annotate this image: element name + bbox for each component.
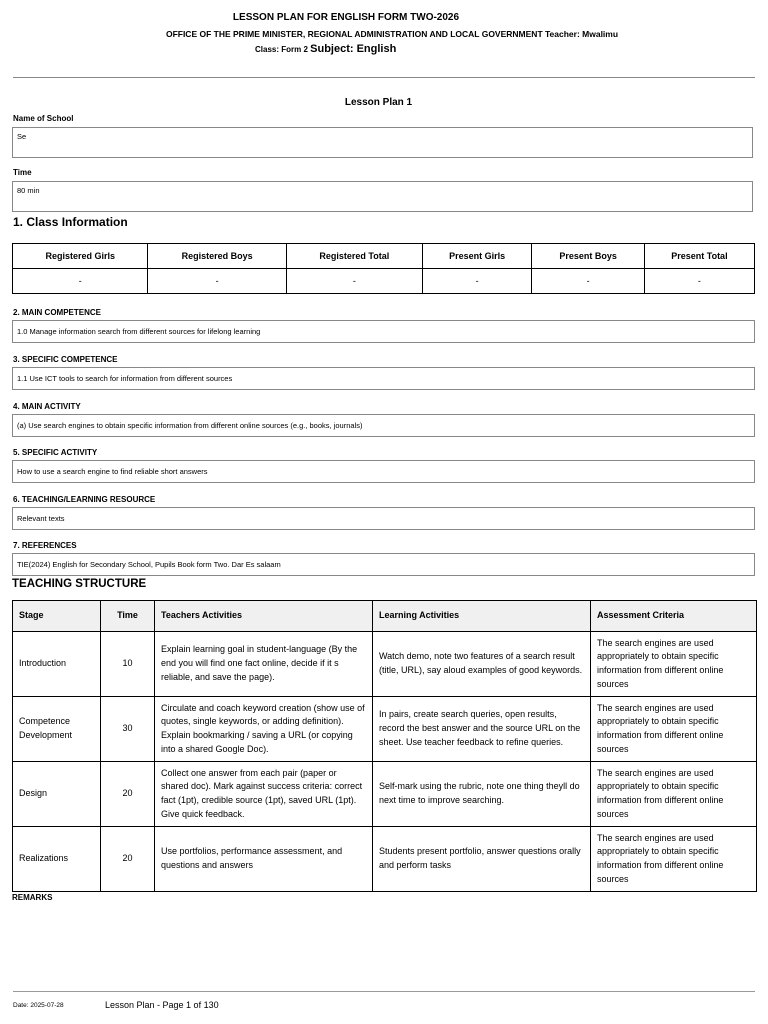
stage-cell: Introduction <box>13 632 101 697</box>
assessment-cell: The search engines are used appropriately to obtain specific information from different online sources <box>591 827 757 892</box>
present-boys-value: - <box>532 269 644 294</box>
col-registered-boys: Registered Boys <box>148 244 286 269</box>
registered-girls-value: - <box>13 269 148 294</box>
table-row <box>13 827 757 892</box>
teacher-activity-cell: Use portfolios, performance assessment, and questions and answers <box>155 827 373 892</box>
document-title: LESSON PLAN FOR ENGLISH FORM TWO-2026 <box>232 12 460 23</box>
table-row <box>13 762 757 827</box>
learning-activity-cell: Watch demo, note two features of a search result (title, URL), say aloud examples of good keywords. <box>373 632 591 697</box>
present-girls-value: - <box>422 269 532 294</box>
time-field[interactable]: 80 min <box>12 181 753 212</box>
table-row <box>13 632 757 697</box>
time-cell: 10 <box>101 632 155 697</box>
assessment-cell: The search engines are used appropriately to obtain specific information from different online sources <box>591 697 757 762</box>
table-row <box>13 697 757 762</box>
stage-cell: Realizations <box>13 827 101 892</box>
class-info-table <box>12 243 755 294</box>
class-info-heading: 1. Class Information <box>13 215 128 229</box>
footer-page-number: Lesson Plan - Page 1 of 130 <box>105 1000 219 1010</box>
present-total-value: - <box>644 269 754 294</box>
teaching-structure-header-row <box>13 601 757 632</box>
references-field[interactable]: TIE(2024) English for Secondary School, Pupils Book form Two. Dar Es salaam <box>12 553 755 576</box>
specific-activity-field[interactable]: How to use a search engine to find reliable short answers <box>12 460 755 483</box>
col-registered-total: Registered Total <box>286 244 422 269</box>
assessment-cell: The search engines are used appropriately to obtain specific information from different online sources <box>591 762 757 827</box>
specific-competence-label: 3. SPECIFIC COMPETENCE <box>13 355 118 364</box>
learning-activity-cell: Students present portfolio, answer questions orally and perform tasks <box>373 827 591 892</box>
class-subject-line <box>255 43 396 55</box>
lesson-plan-title: Lesson Plan 1 <box>344 97 413 108</box>
assessment-cell: The search engines are used appropriately to obtain specific information from different online sources <box>591 632 757 697</box>
school-field[interactable]: Se <box>12 127 753 158</box>
col-present-total: Present Total <box>644 244 754 269</box>
col-present-boys: Present Boys <box>532 244 644 269</box>
teacher-activity-cell: Circulate and coach keyword creation (show use of quotes, single keywords, or adding definition). Explain bookmarking / saving a URL (or copying into a shared Google Doc). <box>155 697 373 762</box>
time-label: Time <box>13 168 32 177</box>
teaching-structure-heading: TEACHING STRUCTURE <box>12 578 147 590</box>
footer-date: Date: 2025-07-28 <box>13 1002 64 1009</box>
main-activity-label: 4. MAIN ACTIVITY <box>13 402 81 411</box>
main-activity-field[interactable]: (a) Use search engines to obtain specific information from different online sources (e.g., books, journals) <box>12 414 755 437</box>
specific-competence-field[interactable]: 1.1 Use ICT tools to search for information from different sources <box>12 367 755 390</box>
resource-field[interactable]: Relevant texts <box>12 507 755 530</box>
time-cell: 20 <box>101 762 155 827</box>
teacher-activity-cell: Explain learning goal in student-language (By the end you will find one fact online, decide if it s reliable, and save the page). <box>155 632 373 697</box>
class-label: Class: Form 2 <box>255 45 308 54</box>
header-divider <box>13 77 755 78</box>
subject-label: Subject: English <box>310 43 397 55</box>
footer-divider <box>13 991 755 992</box>
class-info-header-row <box>13 244 755 269</box>
col-assessment-criteria: Assessment Criteria <box>591 601 757 632</box>
col-time: Time <box>101 601 155 632</box>
learning-activity-cell: In pairs, create search queries, open results, record the best answer and the source URL on the sheet. Use teacher feedback to refine queries. <box>373 697 591 762</box>
col-stage: Stage <box>13 601 101 632</box>
col-registered-girls: Registered Girls <box>13 244 148 269</box>
class-info-value-row <box>13 269 755 294</box>
references-label: 7. REFERENCES <box>13 541 77 550</box>
time-cell: 30 <box>101 697 155 762</box>
stage-cell: Design <box>13 762 101 827</box>
office-line: OFFICE OF THE PRIME MINISTER, REGIONAL ADMINISTRATION AND LOCAL GOVERNMENT Teacher: Mwalimu <box>165 29 619 39</box>
stage-cell: Competence Development <box>13 697 101 762</box>
specific-activity-label: 5. SPECIFIC ACTIVITY <box>13 448 98 457</box>
teacher-activity-cell: Collect one answer from each pair (paper or shared doc). Mark against success criteria: correct fact (1pt), credible source (1pt), saved URL (1pt). Give quick feedback. <box>155 762 373 827</box>
resource-label: 6. TEACHING/LEARNING RESOURCE <box>13 495 156 504</box>
col-present-girls: Present Girls <box>422 244 532 269</box>
registered-boys-value: - <box>148 269 286 294</box>
school-label: Name of School <box>13 114 74 123</box>
col-learning-activities: Learning Activities <box>373 601 591 632</box>
main-competence-field[interactable]: 1.0 Manage information search from different sources for lifelong learning <box>12 320 755 343</box>
teaching-structure-table <box>12 600 757 892</box>
registered-total-value: - <box>286 269 422 294</box>
remarks-label: REMARKS <box>12 893 53 902</box>
time-cell: 20 <box>101 827 155 892</box>
main-competence-label: 2. MAIN COMPETENCE <box>13 308 102 317</box>
learning-activity-cell: Self-mark using the rubric, note one thing theyll do next time to improve searching. <box>373 762 591 827</box>
col-teachers-activities: Teachers Activities <box>155 601 373 632</box>
